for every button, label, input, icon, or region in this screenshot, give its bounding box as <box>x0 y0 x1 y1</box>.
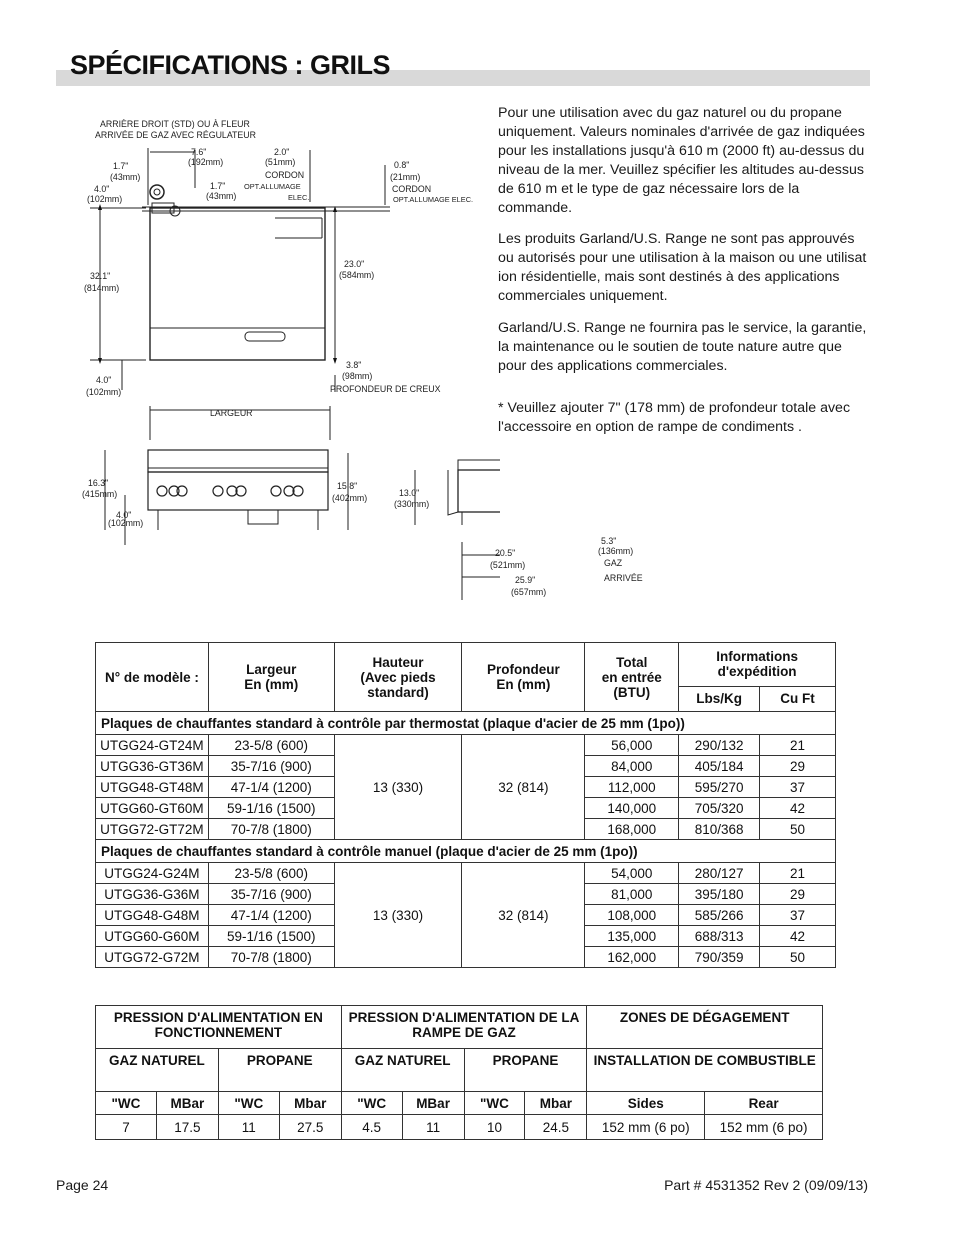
width-cell: 59-1/16 (1500) <box>208 798 334 819</box>
header-model: N° de modèle : <box>96 643 209 712</box>
cu-ft-cell: 37 <box>760 905 836 926</box>
header-propane-1: PROPANE <box>218 1049 341 1092</box>
specs-table <box>95 642 836 968</box>
dim-102-label: (102mm) <box>87 194 123 204</box>
model-cell: UTGG72-G72M <box>96 947 209 968</box>
header-natural-gas-2: GAZ NATUREL <box>341 1049 464 1092</box>
unit-mbar: Mbar <box>525 1092 587 1115</box>
model-cell: UTGG24-G24M <box>96 863 209 884</box>
header-depth: Profondeur En (mm) <box>462 643 585 712</box>
header-propane-2: PROPANE <box>464 1049 587 1092</box>
rear-inlet-label-2: ARRIVÉE DE GAZ AVEC RÉGULATEUR <box>95 130 256 140</box>
model-cell: UTGG72-GT72M <box>96 819 209 840</box>
width-cell: 35-7/16 (900) <box>208 756 334 777</box>
pressure-values-row <box>96 1115 823 1140</box>
width-cell: 23-5/8 (600) <box>208 735 334 756</box>
pressure-value-cell: 7 <box>96 1115 157 1140</box>
intro-paragraph-2: Les produits Garland/U.S. Range ne sont pas approuvés ou autorisés pour une utilisation à la maison ou une utilisat ion résidentielle, mais sont destinés à des applications commerciales uniquement. <box>498 231 867 304</box>
page-number: Page 24 <box>56 1177 109 1193</box>
intro-paragraph-1: Pour une utilisation avec du gaz naturel ou du propane uniquement. Valeurs nominales d'arrivée de gaz indiquées pour les installations jusqu'à 610 m (2000 ft) au-dessus du niveau de la mer. Veuillez spécifier les altitudes au-dessus de 610 m et le type de gaz nécessaire lors de la commande. <box>498 105 865 216</box>
width-cell: 47-1/4 (1200) <box>208 777 334 798</box>
unit-wc: "WC <box>218 1092 279 1115</box>
section-thermostat: Plaques de chauffantes standard à contrôle par thermostat (plaque d'acier de 25 mm (1po)) <box>96 712 836 735</box>
header-ramp-pressure: PRESSION D'ALIMENTATION DE LA RAMPE DE GAZ <box>341 1006 587 1049</box>
model-cell: UTGG60-G60M <box>96 926 209 947</box>
btu-cell: 112,000 <box>585 777 679 798</box>
header-shipping: Informations d'expédition <box>679 643 836 687</box>
dim-136-label: (136mm) <box>598 546 634 556</box>
header-natural-gas-1: GAZ NATUREL <box>96 1049 219 1092</box>
dim-21-label: (21mm) <box>390 172 421 182</box>
header-total-btu: Total en entrée (BTU) <box>585 643 679 712</box>
unit-mbar: Mbar <box>279 1092 341 1115</box>
dim-1-7-label: 1.7" <box>113 161 129 171</box>
table-header-row <box>96 643 836 687</box>
pressure-value-cell: 27.5 <box>279 1115 341 1140</box>
table-row <box>96 863 836 884</box>
lbs-kg-cell: 705/320 <box>679 798 760 819</box>
model-cell: UTGG60-GT60M <box>96 798 209 819</box>
width-cell: 35-7/16 (900) <box>208 884 334 905</box>
dim-415-label: (415mm) <box>82 489 118 499</box>
dim-2-0-label: 2.0" <box>274 147 290 157</box>
cu-ft-cell: 50 <box>760 819 836 840</box>
btu-cell: 56,000 <box>585 735 679 756</box>
dim-4-0-b-label: 4.0" <box>96 375 112 385</box>
btu-cell: 168,000 <box>585 819 679 840</box>
header-supply-pressure: PRESSION D'ALIMENTATION EN FONCTIONNEMENT <box>96 1006 342 1049</box>
dim-20-5-label: 20.5" <box>495 548 516 558</box>
intro-paragraph-3: Garland/U.S. Range ne fournira pas le service, la garantie, la maintenance ou le soutien de toute nature autre que pour des applications commerciales. <box>498 320 867 374</box>
btu-cell: 108,000 <box>585 905 679 926</box>
section-manual: Plaques de chauffantes standard à contrôle manuel (plaque d'acier de 25 mm (1po)) <box>96 840 836 863</box>
dim-32-1-label: 32.1" <box>90 271 111 281</box>
header-lbs-kg: Lbs/Kg <box>679 686 760 711</box>
lbs-kg-cell: 290/132 <box>679 735 760 756</box>
dim-51-label: (51mm) <box>265 157 296 167</box>
cu-ft-cell: 37 <box>760 777 836 798</box>
cu-ft-cell: 42 <box>760 926 836 947</box>
dim-43-label: (43mm) <box>110 172 141 182</box>
cu-ft-cell: 21 <box>760 863 836 884</box>
width-label: LARGEUR <box>210 408 253 418</box>
dim-13-0-label: 13.0" <box>399 488 420 498</box>
width-cell: 47-1/4 (1200) <box>208 905 334 926</box>
model-cell: UTGG36-GT36M <box>96 756 209 777</box>
rear-inlet-label-1: ARRIÈRE DROIT (STD) OU À FLEUR <box>100 119 250 129</box>
pressure-value-cell: 152 mm (6 po) <box>705 1115 823 1140</box>
lbs-kg-cell: 810/368 <box>679 819 760 840</box>
cordon-label: CORDON <box>265 170 305 180</box>
lbs-kg-cell: 395/180 <box>679 884 760 905</box>
model-cell: UTGG36-G36M <box>96 884 209 905</box>
lbs-kg-cell: 688/313 <box>679 926 760 947</box>
opt-allumage-elec-label: OPT.ALLUMAGE ELEC. <box>393 195 474 204</box>
cu-ft-cell: 21 <box>760 735 836 756</box>
top-view-handle <box>245 332 285 341</box>
btu-cell: 162,000 <box>585 947 679 968</box>
opt-allumage-label: OPT.ALLUMAGE <box>244 182 301 191</box>
model-cell: UTGG48-G48M <box>96 905 209 926</box>
pressure-table <box>95 1005 823 1140</box>
dim-584-label: (584mm) <box>339 270 375 280</box>
dim-98-label: (98mm) <box>342 371 373 381</box>
part-number: Part # 4531352 Rev 2 (09/09/13) <box>664 1177 868 1193</box>
gas-label: GAZ <box>604 558 623 568</box>
pressure-value-cell: 24.5 <box>525 1115 587 1140</box>
unit-wc: "WC <box>341 1092 402 1115</box>
dim-0-8-label: 0.8" <box>394 160 410 170</box>
pressure-value-cell: 11 <box>402 1115 464 1140</box>
cu-ft-cell: 50 <box>760 947 836 968</box>
cu-ft-cell: 29 <box>760 884 836 905</box>
btu-cell: 54,000 <box>585 863 679 884</box>
pressure-value-cell: 17.5 <box>156 1115 218 1140</box>
dim-814-label: (814mm) <box>84 283 120 293</box>
header-combustible-install: INSTALLATION DE COMBUSTIBLE <box>587 1049 823 1092</box>
dim-192-label: (192mm) <box>188 157 224 167</box>
pressure-value-cell: 11 <box>218 1115 279 1140</box>
cu-ft-cell: 42 <box>760 798 836 819</box>
dim-102-b-label: (102mm) <box>86 387 122 397</box>
header-clearance: ZONES DE DÉGAGEMENT <box>587 1006 823 1049</box>
dim-7-6-label: 7.6" <box>191 147 207 157</box>
dim-521-label: (521mm) <box>490 560 526 570</box>
header-sides: Sides <box>587 1092 705 1115</box>
btu-cell: 140,000 <box>585 798 679 819</box>
dim-4-0-c-label: 4.0" <box>116 510 132 520</box>
depth-cell: 32 (814) <box>462 863 585 968</box>
depth-cell: 32 (814) <box>462 735 585 840</box>
dim-1-7-b-label: 1.7" <box>210 181 226 191</box>
model-cell: UTGG48-GT48M <box>96 777 209 798</box>
dim-43-b-label: (43mm) <box>206 191 237 201</box>
intro-note: * Veuillez ajouter 7" (178 mm) de profondeur totale avec l'accessoire en option de rampe de condiments . <box>498 400 851 435</box>
width-cell: 23-5/8 (600) <box>208 863 334 884</box>
unit-mbar: MBar <box>402 1092 464 1115</box>
dim-15-8-label: 15.8" <box>337 481 358 491</box>
dim-25-9-label: 25.9" <box>515 575 536 585</box>
dim-330-label: (330mm) <box>394 499 430 509</box>
top-view-body <box>150 208 325 360</box>
trough-depth-label: PROFONDEUR DE CREUX <box>330 384 441 394</box>
height-cell: 13 (330) <box>334 735 462 840</box>
dim-102-c-label: (102mm) <box>108 518 144 528</box>
inlet-label: ARRIVÉE <box>604 573 643 583</box>
lbs-kg-cell: 790/359 <box>679 947 760 968</box>
pressure-value-cell: 152 mm (6 po) <box>587 1115 705 1140</box>
lbs-kg-cell: 585/266 <box>679 905 760 926</box>
dim-5-3-label: 5.3" <box>601 536 617 546</box>
pressure-value-cell: 4.5 <box>341 1115 402 1140</box>
dim-4-0-label: 4.0" <box>94 184 110 194</box>
header-cu-ft: Cu Ft <box>760 686 836 711</box>
dim-657-label: (657mm) <box>511 587 547 597</box>
lbs-kg-cell: 280/127 <box>679 863 760 884</box>
pressure-value-cell: 10 <box>464 1115 525 1140</box>
elec-label: ELEC. <box>288 193 310 202</box>
lbs-kg-cell: 595/270 <box>679 777 760 798</box>
cordon-2-label: CORDON <box>392 184 432 194</box>
width-cell: 59-1/16 (1500) <box>208 926 334 947</box>
btu-cell: 81,000 <box>585 884 679 905</box>
lbs-kg-cell: 405/184 <box>679 756 760 777</box>
unit-wc: "WC <box>464 1092 525 1115</box>
width-cell: 70-7/8 (1800) <box>208 819 334 840</box>
header-rear: Rear <box>705 1092 823 1115</box>
model-cell: UTGG24-GT24M <box>96 735 209 756</box>
dim-23-0-label: 23.0" <box>344 259 365 269</box>
page-title: SPÉCIFICATIONS : GRILS <box>70 50 391 80</box>
table-row <box>96 735 836 756</box>
header-height: Hauteur (Avec pieds standard) <box>334 643 462 712</box>
dim-3-8-label: 3.8" <box>346 360 362 370</box>
height-cell: 13 (330) <box>334 863 462 968</box>
unit-wc: "WC <box>96 1092 157 1115</box>
header-width: Largeur En (mm) <box>208 643 334 712</box>
dim-402-label: (402mm) <box>332 493 368 503</box>
top-view-trough <box>150 328 325 360</box>
btu-cell: 84,000 <box>585 756 679 777</box>
btu-cell: 135,000 <box>585 926 679 947</box>
width-cell: 70-7/8 (1800) <box>208 947 334 968</box>
unit-mbar: MBar <box>156 1092 218 1115</box>
cu-ft-cell: 29 <box>760 756 836 777</box>
dim-16-3-label: 16.3" <box>88 478 109 488</box>
